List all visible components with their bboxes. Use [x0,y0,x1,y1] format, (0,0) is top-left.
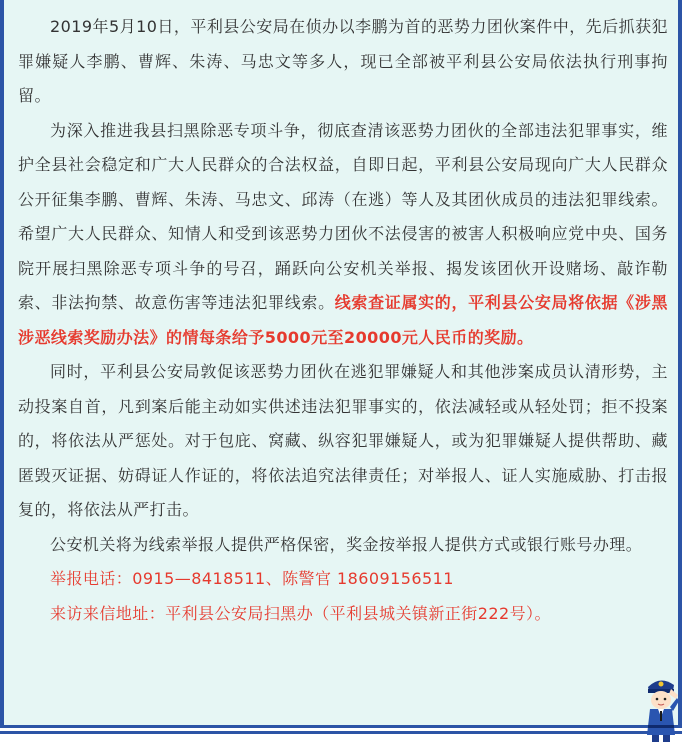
report-address: 来访来信地址：平利县公安局扫黑办（平利县城关镇新正街222号）。 [50,603,551,623]
notice-content [18,10,668,631]
police-mascot-icon [640,673,680,743]
paragraph-2-text: 为深入推进我县扫黑除恶专项斗争，彻底查清该恶势力团伙的全部违法犯罪事实，维护全县社会稳定和广大人民群众的合法权益，自即日起，平利县公安局现向广大人民群众公开征集李鹏、曹辉、朱涛、马忠文、邱涛（在逃）等人及其团伙成员的违法犯罪线索。希望广大人民群众、知情人和受到该恶势力团伙不法侵害的被害人积极响应党中央、国务院开展扫黑除恶专项斗争的号召，踊跃向公安机关举报、揭发该团伙开设赌场、敲诈勒索、非法拘禁、故意伤害等违法犯罪线索。 [18,120,668,312]
bottom-rule-2 [0,731,682,734]
paragraph-3: 同时，平利县公安局敦促该恶势力团伙在逃犯罪嫌疑人和其他涉案成员认清形势，主动投案自首，凡到案后能主动如实供述违法犯罪事实的，依法减轻或从轻处罚；拒不投案的，将依法从严惩处。对于包庇、窝藏、纵容犯罪嫌疑人，或为犯罪嫌疑人提供帮助、藏匿毁灭证据、妨碍证人作证的，将依法追究法律责任；对举报人、证人实施威胁、打击报复的，将依法从严打击。 [18,362,668,519]
paragraph-1: 2019年5月10日，平利县公安局在侦办以李鹏为首的恶势力团伙案件中，先后抓获犯罪嫌疑人李鹏、曹辉、朱涛、马忠文等多人，现已全部被平利县公安局依法执行刑事拘留。 [18,17,668,105]
report-phone: 举报电话：0915—8418511、陈警官 18609156511 [50,569,454,588]
paragraph-2 [18,114,668,356]
bottom-rule [0,725,682,728]
reward-highlight: 线索查证属实的，平利县公安局将依据《涉黑涉恶线索奖励办法》的情每条给予5000元至20000元人民币的奖励。 [18,293,668,347]
paragraph-4: 公安机关将为线索举报人提供严格保密，奖金按举报人提供方式或银行账号办理。 [50,534,643,554]
